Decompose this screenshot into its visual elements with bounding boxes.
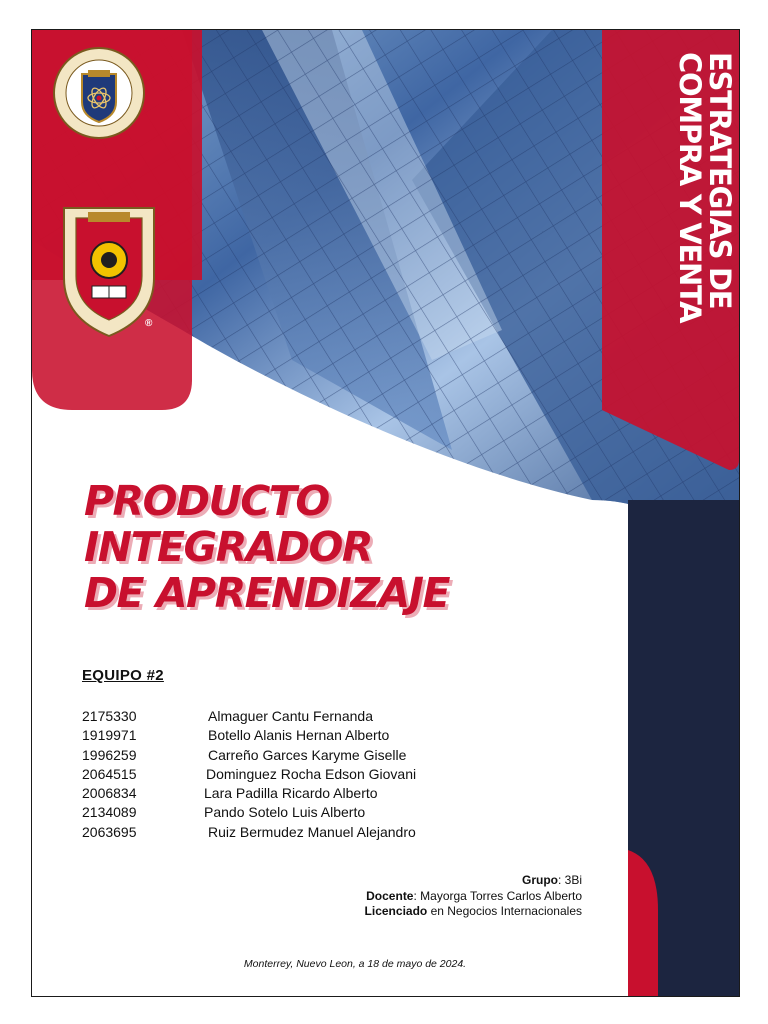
member-name: Carreño Garces Karyme Giselle (208, 746, 407, 763)
team-label: EQUIPO #2 (82, 667, 164, 684)
side-title-line2: COMPRA Y VENTA (673, 52, 707, 323)
member-name: Lara Padilla Ricardo Alberto (204, 785, 378, 802)
member-name: Botello Alanis Hernan Alberto (208, 727, 390, 744)
title-line1: PRODUCTO (84, 477, 329, 525)
grupo-label: Grupo (521, 873, 558, 887)
member-row (82, 804, 542, 823)
member-row (82, 708, 542, 727)
licenciado-line (365, 904, 582, 920)
member-name: Ruiz Bermudez Manuel Alejandro (208, 823, 416, 840)
member-name: Almaguer Cantu Fernanda (208, 708, 373, 724)
member-id: 2134089 (82, 804, 137, 821)
footer-place-date: Monterrey, Nuevo Leon, a 18 de mayo de 2024. (243, 958, 467, 970)
member-id: 2175330 (82, 708, 137, 724)
title-line3: DE APRENDIZAJE (84, 569, 449, 617)
member-row (82, 766, 542, 785)
side-title (639, 52, 739, 352)
member-name: Dominguez Rocha Edson Giovani (206, 765, 417, 782)
member-row (82, 747, 542, 766)
member-row (82, 824, 542, 843)
title-line2: INTEGRADOR (84, 523, 372, 571)
docente-label: Docente (366, 888, 414, 903)
grupo-line (365, 873, 582, 889)
member-id: 1996259 (82, 746, 137, 763)
registered-mark: ® (145, 318, 153, 329)
side-title-line1: ESTRATEGIAS DE (703, 52, 737, 309)
member-row (82, 785, 542, 804)
docente-value: : Mayorga Torres Carlos Alberto (413, 888, 582, 903)
grupo-value: : 3Bi (557, 873, 582, 887)
licenciado-value: en Negocios Internacionales (427, 904, 582, 918)
cover-page (31, 29, 740, 997)
docente-line (365, 889, 582, 905)
member-id: 2063695 (82, 823, 137, 840)
member-id: 1919971 (82, 727, 137, 744)
course-info (365, 873, 582, 920)
member-row (82, 727, 542, 746)
member-list (82, 708, 542, 843)
member-name: Pando Sotelo Luis Alberto (204, 804, 366, 821)
member-id: 2064515 (82, 765, 137, 782)
uanl-seal (52, 46, 146, 140)
main-title (84, 478, 449, 616)
member-id: 2006834 (82, 785, 137, 802)
licenciado-label: Licenciado (364, 904, 428, 918)
